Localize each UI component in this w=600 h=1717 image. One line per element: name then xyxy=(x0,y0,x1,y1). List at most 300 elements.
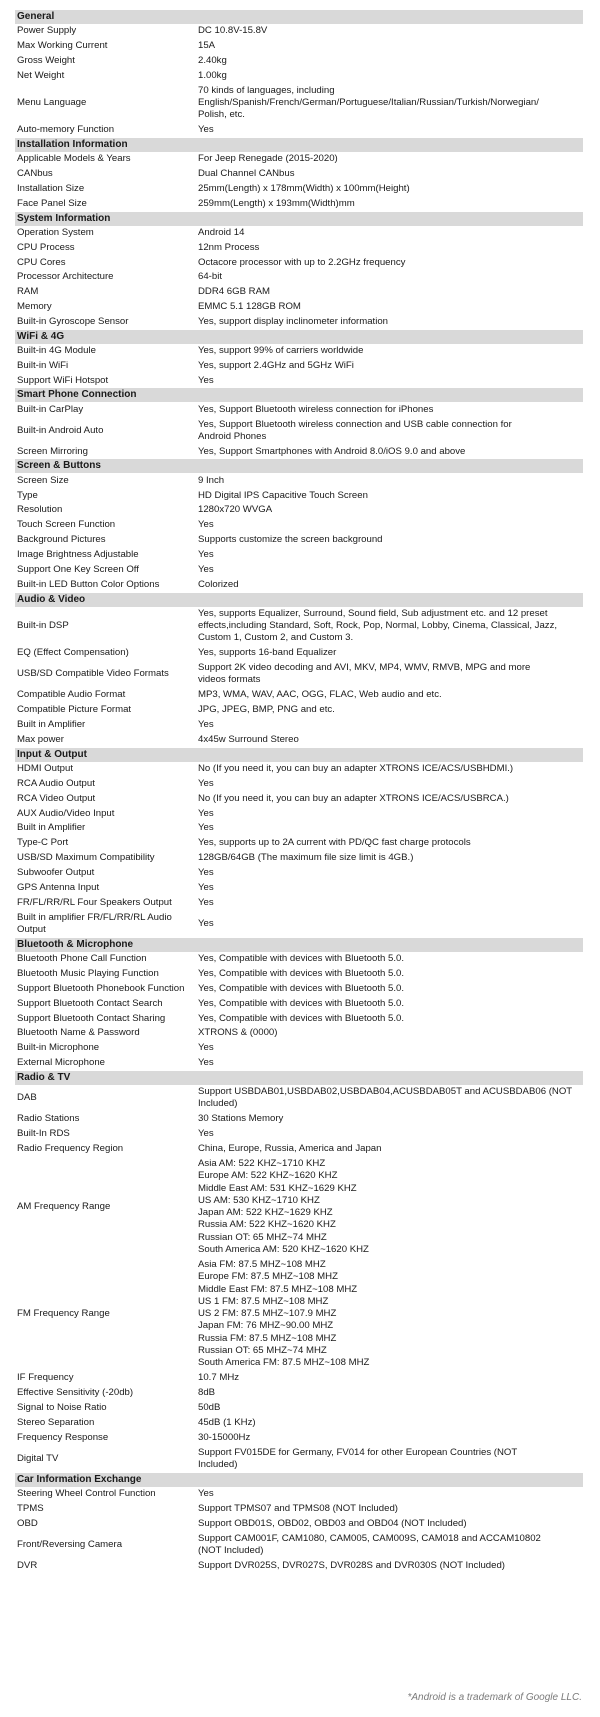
spec-value xyxy=(198,998,583,1010)
spec-value-line: Yes, supports up to 2A current with PD/QC fast charge protocols xyxy=(198,837,471,849)
spec-value-line: South America AM: 520 KHZ~1620 KHZ xyxy=(198,1244,369,1256)
spec-value-line: Middle East FM: 87.5 MHZ~108 MHZ xyxy=(198,1283,358,1295)
spec-label: AUX Audio/Video Input xyxy=(17,807,115,819)
spec-value-line: DC 10.8V-15.8V xyxy=(198,25,268,37)
section-header: Smart Phone Connection xyxy=(15,388,583,402)
spec-value-line: Yes xyxy=(198,882,214,894)
spec-label: Processor Architecture xyxy=(17,271,114,283)
spec-value-line: (NOT Included) xyxy=(198,1544,264,1556)
spec-label: Built in Amplifier xyxy=(17,822,86,834)
spec-row xyxy=(15,1011,583,1026)
spec-row xyxy=(15,152,583,167)
spec-label: FM Frequency Range xyxy=(17,1308,110,1320)
spec-value-line: Yes, Support Bluetooth wireless connection for iPhones xyxy=(198,403,434,415)
spec-label: GPS Antenna Input xyxy=(17,882,100,894)
spec-value xyxy=(198,1503,583,1515)
spec-row xyxy=(15,1371,583,1386)
spec-value xyxy=(198,257,583,269)
spec-value-line: Russia FM: 87.5 MHZ~108 MHZ xyxy=(198,1332,337,1344)
spec-value xyxy=(198,1158,583,1256)
spec-label: External Microphone xyxy=(17,1057,105,1069)
spec-row xyxy=(15,836,583,851)
spec-row xyxy=(15,315,583,330)
spec-value-line: Dual Channel CANbus xyxy=(198,168,295,180)
spec-value-line: South America FM: 87.5 MHZ~108 MHZ xyxy=(198,1357,370,1369)
spec-value xyxy=(198,734,583,746)
spec-value xyxy=(198,852,583,864)
spec-value xyxy=(198,1259,583,1370)
spec-value-line: Yes xyxy=(198,124,214,136)
spec-row xyxy=(15,344,583,359)
spec-label: Built in amplifier FR/FL/RR/RL Audio Output xyxy=(17,911,172,936)
spec-row xyxy=(15,533,583,548)
spec-value-line: US 1 FM: 87.5 MHZ~108 MHZ xyxy=(198,1295,329,1307)
spec-value-line: Middle East AM: 531 KHZ~1629 KHZ xyxy=(198,1182,357,1194)
spec-value xyxy=(198,1086,583,1111)
spec-value xyxy=(198,1042,583,1054)
spec-label: Subwoofer Output xyxy=(17,867,95,879)
spec-label: Support Bluetooth Contact Sharing xyxy=(17,1012,166,1024)
spec-row xyxy=(15,1416,583,1431)
spec-value-line: Yes, Compatible with devices with Bluetooth 5.0. xyxy=(198,967,405,979)
spec-row xyxy=(15,1026,583,1041)
spec-row xyxy=(15,123,583,138)
spec-label: AM Frequency Range xyxy=(17,1201,111,1213)
spec-value-line: 15A xyxy=(198,40,216,52)
spec-value xyxy=(198,689,583,701)
spec-value-line: EMMC 5.1 128GB ROM xyxy=(198,301,301,313)
spec-row xyxy=(15,54,583,69)
spec-label: Applicable Models & Years xyxy=(17,153,131,165)
spec-value xyxy=(198,1432,583,1444)
spec-value-line: Yes xyxy=(198,1057,214,1069)
spec-value xyxy=(198,1533,583,1558)
spec-value-line: 25mm(Length) x 178mm(Width) x 100mm(Height) xyxy=(198,183,410,195)
spec-value xyxy=(198,271,583,283)
spec-value-line: Yes, supports 16-band Equalizer xyxy=(198,647,337,659)
spec-value-line: Android Phones xyxy=(198,430,267,442)
spec-value xyxy=(198,968,583,980)
section-header: System Information xyxy=(15,212,583,226)
spec-label: Max Working Current xyxy=(17,40,108,52)
spec-value xyxy=(198,168,583,180)
spec-value-line: 30-15000Hz xyxy=(198,1431,251,1443)
trademark-footnote: *Android is a trademark of Google LLC. xyxy=(407,1692,582,1703)
spec-value-line: JPG, JPEG, BMP, PNG and etc. xyxy=(198,704,335,716)
spec-label: Steering Wheel Control Function xyxy=(17,1487,156,1499)
spec-row xyxy=(15,881,583,896)
spec-value-line: Yes, Support Bluetooth wireless connection and USB cable connection for xyxy=(198,418,512,430)
spec-value-line: US AM: 530 KHZ~1710 KHZ xyxy=(198,1194,320,1206)
spec-row xyxy=(15,197,583,212)
spec-value-line: Russian OT: 65 MHZ~74 MHZ xyxy=(198,1345,327,1357)
spec-row xyxy=(15,1258,583,1371)
spec-value-line: 50dB xyxy=(198,1402,221,1414)
spec-value xyxy=(198,608,583,645)
spec-value xyxy=(198,1027,583,1039)
spec-row xyxy=(15,661,583,688)
spec-row xyxy=(15,270,583,285)
spec-label: Type xyxy=(17,489,38,501)
spec-label: Operation System xyxy=(17,226,94,238)
spec-value-line: Support FV015DE for Germany, FV014 for other European Countries (NOT xyxy=(198,1446,518,1458)
spec-value xyxy=(198,1113,583,1125)
spec-label: RCA Audio Output xyxy=(17,777,95,789)
spec-value-line: 45dB (1 KHz) xyxy=(198,1416,256,1428)
spec-value-line: 9 Inch xyxy=(198,474,225,486)
spec-value xyxy=(198,1518,583,1530)
spec-row xyxy=(15,417,583,444)
spec-value xyxy=(198,475,583,487)
spec-label: Type-C Port xyxy=(17,837,69,849)
spec-value-line: Yes xyxy=(198,807,214,819)
spec-value-line: Support CAM001F, CAM1080, CAM005, CAM009S, CAM018 and ACCAM10802 xyxy=(198,1532,541,1544)
spec-value xyxy=(198,647,583,659)
spec-row xyxy=(15,1487,583,1502)
spec-value xyxy=(198,55,583,67)
spec-row xyxy=(15,1157,583,1258)
spec-value-line: 70 kinds of languages, including xyxy=(198,84,335,96)
spec-value-line: Yes xyxy=(198,1128,214,1140)
spec-value-line: Yes, support 2.4GHz and 5GHz WiFi xyxy=(198,359,354,371)
spec-value-line: No (If you need it, you can buy an adapter XTRONS ICE/ACS/USBRCA.) xyxy=(198,792,509,804)
spec-value-line: English/Spanish/French/German/Portuguese/Italian/Russian/Turkish/Norwegian/ xyxy=(198,97,539,109)
spec-row xyxy=(15,84,583,123)
spec-label: Menu Language xyxy=(17,97,87,109)
spec-label: Auto-memory Function xyxy=(17,124,115,136)
spec-row xyxy=(15,226,583,241)
spec-value xyxy=(198,1372,583,1384)
spec-value xyxy=(198,504,583,516)
spec-value xyxy=(198,25,583,37)
spec-value xyxy=(198,519,583,531)
spec-label: Screen Mirroring xyxy=(17,445,88,457)
spec-value xyxy=(198,301,583,313)
spec-value xyxy=(198,1143,583,1155)
spec-label: TPMS xyxy=(17,1502,44,1514)
spec-value-line: Yes xyxy=(198,519,214,531)
spec-value-line: Yes xyxy=(198,822,214,834)
spec-value-line: 128GB/64GB (The maximum file size limit is 4GB.) xyxy=(198,852,414,864)
spec-value-line: 1.00kg xyxy=(198,69,227,81)
spec-row xyxy=(15,359,583,374)
spec-label: Effective Sensitivity (-20db) xyxy=(17,1387,134,1399)
spec-value-line: DDR4 6GB RAM xyxy=(198,286,270,298)
spec-label: Built-in CarPlay xyxy=(17,403,84,415)
spec-value-line: Yes, Compatible with devices with Bluetooth 5.0. xyxy=(198,1012,405,1024)
spec-row xyxy=(15,982,583,997)
spec-value-line: Russian OT: 65 MHZ~74 MHZ xyxy=(198,1231,327,1243)
spec-value xyxy=(198,793,583,805)
spec-label: Support One Key Screen Off xyxy=(17,564,139,576)
spec-value xyxy=(198,564,583,576)
spec-value-line: Supports customize the screen background xyxy=(198,534,383,546)
spec-value xyxy=(198,1013,583,1025)
spec-label: Compatible Picture Format xyxy=(17,704,132,716)
spec-value-line: 1280x720 WVGA xyxy=(198,504,273,516)
spec-row xyxy=(15,548,583,563)
spec-value xyxy=(198,1560,583,1572)
spec-label: OBD xyxy=(17,1517,38,1529)
spec-label: Digital TV xyxy=(17,1452,59,1464)
spec-label: Built-in Android Auto xyxy=(17,424,104,436)
spec-row xyxy=(15,791,583,806)
spec-label: Built-in LED Button Color Options xyxy=(17,578,160,590)
spec-row xyxy=(15,69,583,84)
spec-value xyxy=(198,953,583,965)
spec-value xyxy=(198,897,583,909)
spec-value xyxy=(198,822,583,834)
spec-row xyxy=(15,1142,583,1157)
spec-value-line: HD Digital IPS Capacitive Touch Screen xyxy=(198,489,368,501)
spec-value-line: Yes, Compatible with devices with Bluetooth 5.0. xyxy=(198,953,405,965)
section-header: Input & Output xyxy=(15,748,583,762)
spec-label: Image Brightness Adjustable xyxy=(17,549,139,561)
spec-value-line: Yes, support display inclinometer information xyxy=(198,316,389,328)
spec-value xyxy=(198,912,583,937)
spec-value-line: Colorized xyxy=(198,578,239,590)
spec-value-line: Support DVR025S, DVR027S, DVR028S and DVR030S (NOT Included) xyxy=(198,1559,505,1571)
spec-value-line: Support 2K video decoding and AVI, MKV, MP4, WMV, RMVB, MPG and more xyxy=(198,662,531,674)
spec-row xyxy=(15,503,583,518)
spec-value xyxy=(198,882,583,894)
spec-row xyxy=(15,718,583,733)
spec-value xyxy=(198,704,583,716)
spec-row xyxy=(15,488,583,503)
spec-value-line: Japan AM: 522 KHZ~1629 KHZ xyxy=(198,1207,333,1219)
spec-row xyxy=(15,733,583,748)
spec-value-line: 259mm(Length) x 193mm(Width)mm xyxy=(198,197,355,209)
spec-value-line: China, Europe, Russia, America and Japan xyxy=(198,1143,382,1155)
spec-label: Power Supply xyxy=(17,25,77,37)
spec-row xyxy=(15,473,583,488)
spec-row xyxy=(15,300,583,315)
spec-row xyxy=(15,911,583,938)
spec-row xyxy=(15,444,583,459)
spec-label: Installation Size xyxy=(17,183,85,195)
spec-value xyxy=(198,867,583,879)
spec-row xyxy=(15,374,583,389)
spec-value-line: Included) xyxy=(198,1458,238,1470)
spec-row xyxy=(15,39,583,54)
spec-label: Built-in DSP xyxy=(17,620,69,632)
spec-label: Screen Size xyxy=(17,474,69,486)
section-header: Screen & Buttons xyxy=(15,459,583,473)
spec-label: Radio Stations xyxy=(17,1113,80,1125)
spec-value-line: 10.7 MHz xyxy=(198,1372,240,1384)
spec-row xyxy=(15,1386,583,1401)
spec-row xyxy=(15,688,583,703)
spec-value-line: Yes xyxy=(198,777,214,789)
spec-value-line: Yes, support 99% of carriers worldwide xyxy=(198,345,364,357)
spec-row xyxy=(15,563,583,578)
spec-value xyxy=(198,419,583,444)
spec-value-line: Europe AM: 522 KHZ~1620 KHZ xyxy=(198,1170,338,1182)
spec-value-line: Russia AM: 522 KHZ~1620 KHZ xyxy=(198,1219,336,1231)
spec-table xyxy=(15,10,583,1573)
section-header: General xyxy=(15,10,583,24)
spec-label: Built in Amplifier xyxy=(17,719,86,731)
spec-label: FR/FL/RR/RL Four Speakers Output xyxy=(17,896,172,908)
spec-row xyxy=(15,646,583,661)
spec-row xyxy=(15,777,583,792)
spec-value-line: Yes, Compatible with devices with Bluetooth 5.0. xyxy=(198,982,405,994)
spec-row xyxy=(15,1056,583,1071)
spec-value xyxy=(198,70,583,82)
spec-value xyxy=(198,124,583,136)
spec-value xyxy=(198,286,583,298)
section-header: Radio & TV xyxy=(15,1071,583,1085)
spec-value-line: Asia FM: 87.5 MHZ~108 MHZ xyxy=(198,1258,326,1270)
spec-label: Resolution xyxy=(17,504,63,516)
spec-value-line: Asia AM: 522 KHZ~1710 KHZ xyxy=(198,1158,326,1169)
spec-label: Memory xyxy=(17,301,52,313)
spec-label: USB/SD Compatible Video Formats xyxy=(17,668,169,680)
spec-row xyxy=(15,24,583,39)
spec-label: RAM xyxy=(17,286,39,298)
section-header: Car Information Exchange xyxy=(15,1473,583,1487)
spec-value xyxy=(198,227,583,239)
spec-value xyxy=(198,1128,583,1140)
spec-value-line: Included) xyxy=(198,1098,238,1110)
spec-value xyxy=(198,808,583,820)
spec-row xyxy=(15,703,583,718)
spec-label: HDMI Output xyxy=(17,762,73,774)
spec-row xyxy=(15,1531,583,1558)
spec-value-line: 8dB xyxy=(198,1387,216,1399)
spec-label: Max power xyxy=(17,734,64,746)
spec-label: Bluetooth Name & Password xyxy=(17,1027,140,1039)
spec-row xyxy=(15,578,583,593)
spec-value-line: No (If you need it, you can buy an adapter XTRONS ICE/ACS/USBHDMI.) xyxy=(198,762,514,774)
spec-value-line: Yes xyxy=(198,564,214,576)
spec-row xyxy=(15,851,583,866)
spec-value xyxy=(198,662,583,687)
spec-value-line: Yes xyxy=(198,719,214,731)
spec-label: Net Weight xyxy=(17,69,65,81)
spec-value xyxy=(198,40,583,52)
spec-label: CANbus xyxy=(17,168,53,180)
spec-label: DAB xyxy=(17,1092,37,1104)
spec-label: Built-in WiFi xyxy=(17,359,69,371)
spec-value xyxy=(198,579,583,591)
spec-label: USB/SD Maximum Compatibility xyxy=(17,852,155,864)
spec-value-line: videos formats xyxy=(198,674,261,686)
spec-value-line: Yes, Support Smartphones with Android 8.0/iOS 9.0 and above xyxy=(198,445,466,457)
spec-label: Support Bluetooth Phonebook Function xyxy=(17,982,185,994)
spec-value-line: Yes xyxy=(198,917,214,929)
spec-value xyxy=(198,404,583,416)
spec-row xyxy=(15,182,583,197)
spec-label: Stereo Separation xyxy=(17,1416,95,1428)
spec-value-line: Japan FM: 76 MHZ~90.00 MHZ xyxy=(198,1320,334,1332)
spec-value xyxy=(198,1402,583,1414)
spec-row xyxy=(15,1085,583,1112)
spec-value xyxy=(198,490,583,502)
section-header: WiFi & 4G xyxy=(15,330,583,344)
spec-row xyxy=(15,1516,583,1531)
spec-label: CPU Cores xyxy=(17,256,66,268)
spec-value xyxy=(198,85,583,122)
spec-label: Gross Weight xyxy=(17,55,75,67)
spec-row xyxy=(15,402,583,417)
spec-row xyxy=(15,1501,583,1516)
spec-label: Compatible Audio Format xyxy=(17,689,126,701)
spec-label: CPU Process xyxy=(17,241,75,253)
spec-value-line: Yes xyxy=(198,549,214,561)
spec-label: Frequency Response xyxy=(17,1431,109,1443)
spec-value xyxy=(198,375,583,387)
spec-value xyxy=(198,242,583,254)
spec-value xyxy=(198,983,583,995)
section-header: Bluetooth & Microphone xyxy=(15,938,583,952)
spec-value xyxy=(198,1057,583,1069)
spec-value-line: 64-bit xyxy=(198,271,222,283)
spec-label: IF Frequency xyxy=(17,1372,74,1384)
spec-row xyxy=(15,255,583,270)
spec-value xyxy=(198,719,583,731)
spec-label: Signal to Noise Ratio xyxy=(17,1402,107,1414)
spec-value xyxy=(198,778,583,790)
spec-value xyxy=(198,1417,583,1429)
spec-row xyxy=(15,821,583,836)
spec-row xyxy=(15,1127,583,1142)
spec-value-line: Yes, Compatible with devices with Bluetooth 5.0. xyxy=(198,997,405,1009)
spec-row xyxy=(15,285,583,300)
spec-value xyxy=(198,198,583,210)
spec-row xyxy=(15,1112,583,1127)
spec-value-line: Yes, supports Equalizer, Surround, Sound field, Sub adjustment etc. and 12 preset xyxy=(198,607,548,619)
spec-value-line: US 2 FM: 87.5 MHZ~107.9 MHZ xyxy=(198,1308,337,1320)
spec-label: EQ (Effect Compensation) xyxy=(17,647,129,659)
spec-value-line: Android 14 xyxy=(198,226,245,238)
spec-label: Touch Screen Function xyxy=(17,519,116,531)
spec-value-line: MP3, WMA, WAV, AAC, OGG, FLAC, Web audio and etc. xyxy=(198,689,442,701)
spec-row xyxy=(15,607,583,646)
spec-row xyxy=(15,240,583,255)
spec-row xyxy=(15,896,583,911)
spec-label: Built-in Gyroscope Sensor xyxy=(17,316,129,328)
spec-value xyxy=(198,837,583,849)
spec-row xyxy=(15,967,583,982)
spec-value-line: Yes xyxy=(198,896,214,908)
spec-value xyxy=(198,345,583,357)
spec-row xyxy=(15,1401,583,1416)
spec-label: Built-in 4G Module xyxy=(17,345,96,357)
spec-row xyxy=(15,866,583,881)
section-header: Audio & Video xyxy=(15,593,583,607)
spec-label: Built-In RDS xyxy=(17,1128,70,1140)
spec-value-line: Octacore processor with up to 2.2GHz frequency xyxy=(198,256,406,268)
spec-value xyxy=(198,763,583,775)
spec-row xyxy=(15,762,583,777)
spec-row xyxy=(15,996,583,1011)
spec-value xyxy=(198,183,583,195)
spec-label: Face Panel Size xyxy=(17,197,87,209)
spec-value-line: Support USBDAB01,USBDAB02,USBDAB04,ACUSBDAB05T and ACUSBDAB06 (NOT xyxy=(198,1086,573,1098)
spec-value xyxy=(198,1387,583,1399)
spec-value-line: Polish, etc. xyxy=(198,109,245,121)
spec-label: Bluetooth Music Playing Function xyxy=(17,967,159,979)
spec-value xyxy=(198,316,583,328)
section-header: Installation Information xyxy=(15,138,583,152)
spec-row xyxy=(15,806,583,821)
spec-row xyxy=(15,1041,583,1056)
spec-value-line: XTRONS & (0000) xyxy=(198,1027,278,1039)
spec-value-line: 2.40kg xyxy=(198,55,227,67)
spec-value-line: Yes xyxy=(198,1042,214,1054)
spec-label: Bluetooth Phone Call Function xyxy=(17,953,147,965)
